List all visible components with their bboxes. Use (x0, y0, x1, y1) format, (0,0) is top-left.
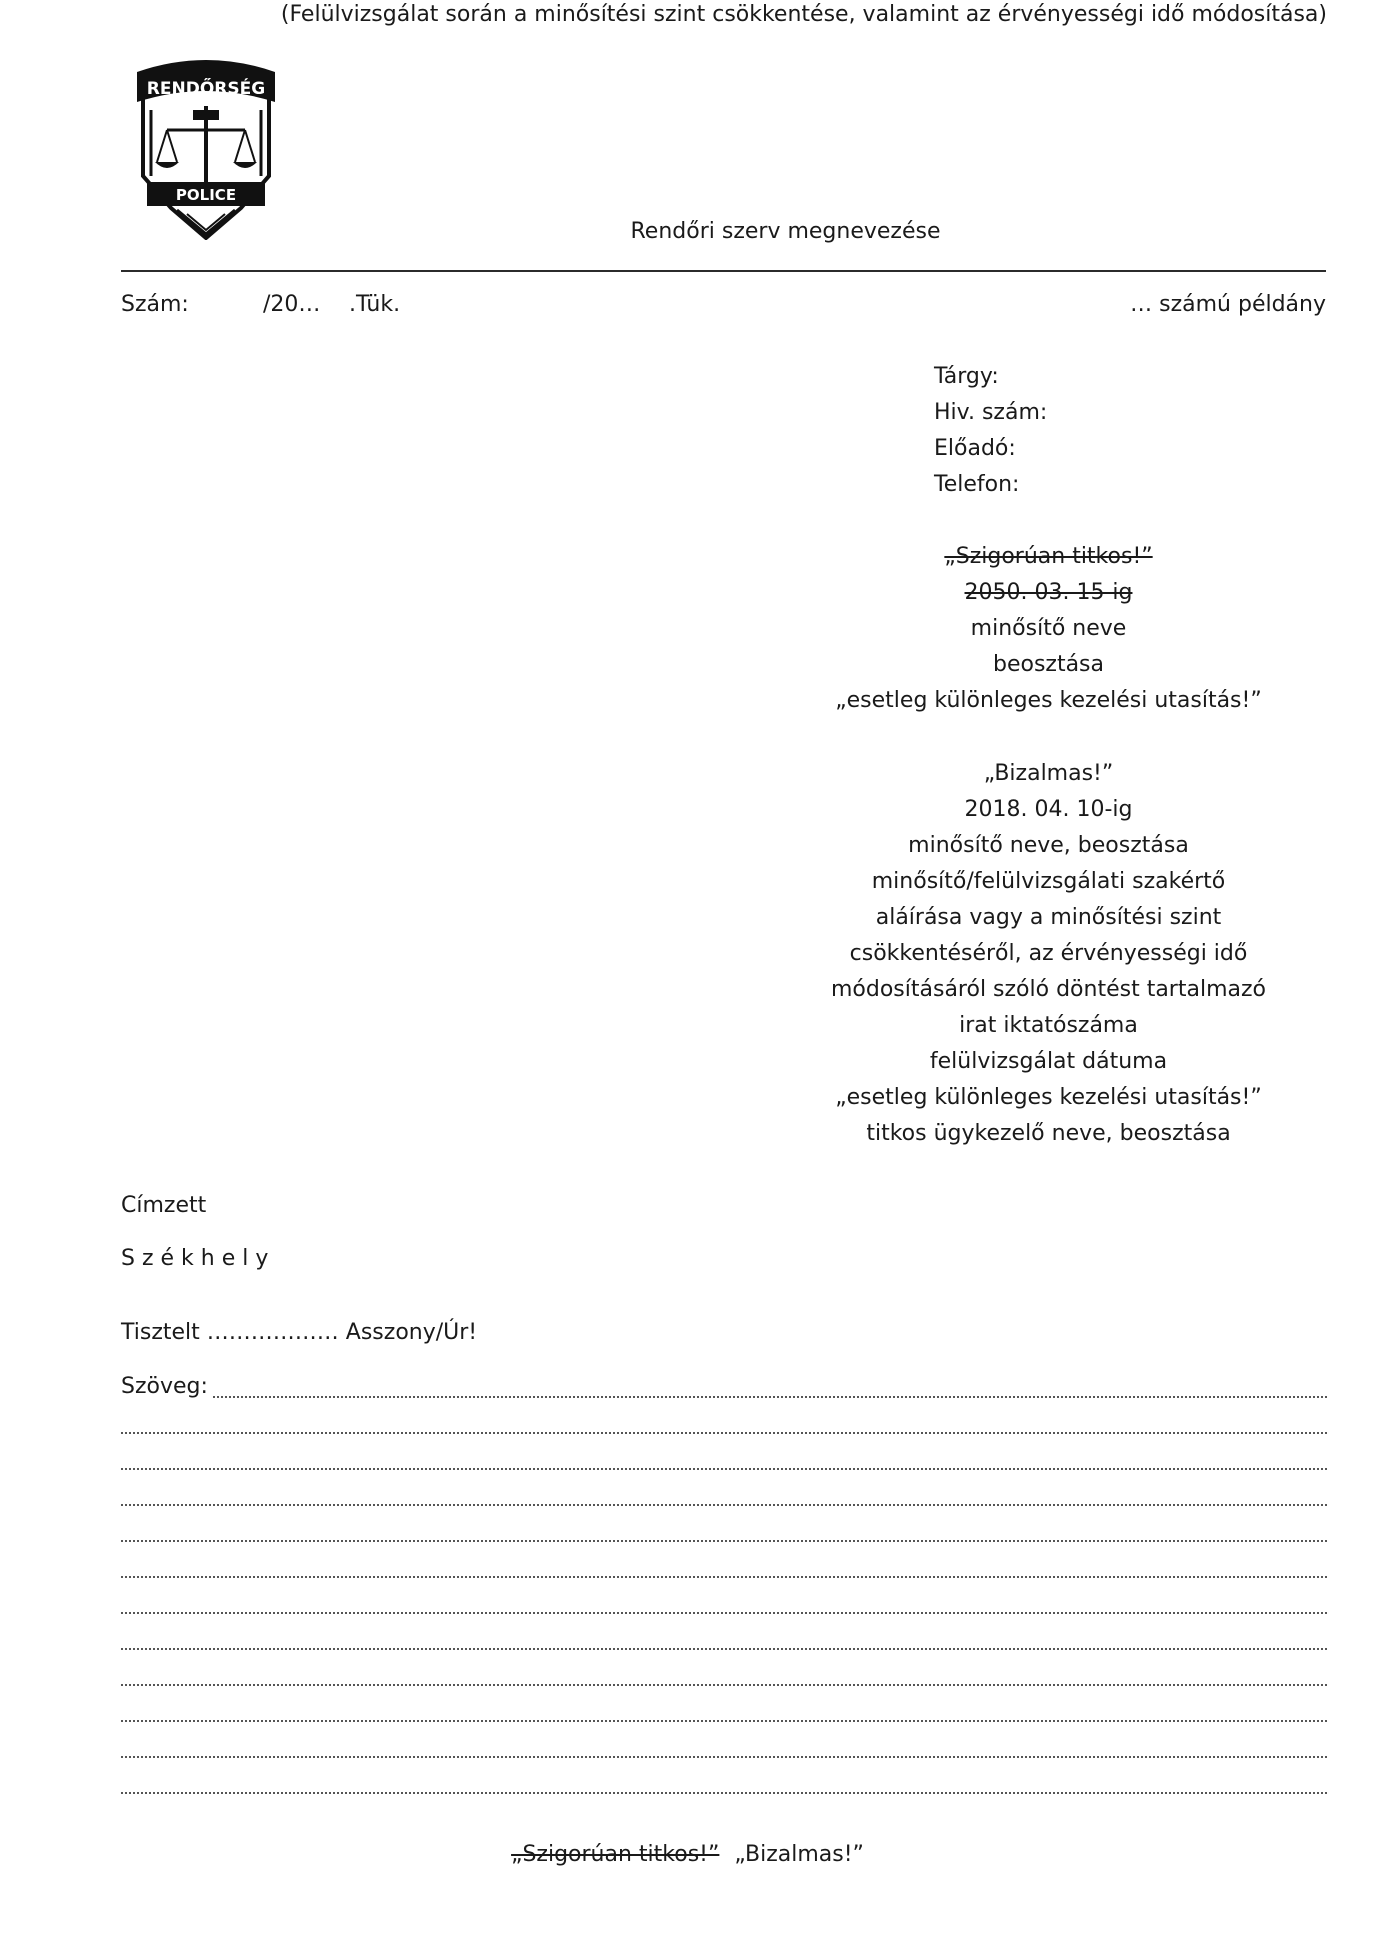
body-line (121, 1720, 1327, 1722)
new-classification-line: módosításáról szóló döntést tartalmazó (830, 977, 1266, 1002)
body-line (121, 1648, 1327, 1650)
body-line (121, 1576, 1327, 1578)
police-badge-icon (133, 58, 279, 240)
phone-label: Telefon: (934, 472, 1020, 497)
body-line (121, 1432, 1327, 1434)
body-line (121, 1684, 1327, 1686)
salutation (121, 1320, 477, 1345)
new-classification-level: „Bizalmas!” (983, 761, 1114, 786)
new-special-handling: „esetleg különleges kezelési utasítás!” (835, 1085, 1262, 1110)
new-validity-date: 2018. 04. 10-ig (964, 797, 1133, 822)
number-year: /20… (263, 292, 321, 317)
new-classification-line: minősítő/felülvizsgálati szakértő (871, 869, 1226, 894)
recipient-seat: Székhely (121, 1246, 276, 1271)
body-line (121, 1468, 1327, 1470)
header-divider (121, 270, 1326, 272)
salutation-prefix: Tisztelt (121, 1320, 200, 1345)
old-classification-level: „Szigorúan titkos!” (944, 544, 1153, 569)
footer-old-level: „Szigorúan titkos!” (511, 1842, 720, 1867)
footer-classification (0, 1842, 1375, 1867)
new-classification-line: csökkentéséről, az érvényességi idő (849, 941, 1248, 966)
body-line (121, 1756, 1327, 1758)
body-line (121, 1612, 1327, 1614)
new-classification-line: irat iktatószáma (959, 1013, 1138, 1038)
logo-bottom-text: POLICE (175, 186, 237, 204)
number-label: Szám: (121, 292, 189, 317)
subject-label: Tárgy: (934, 364, 999, 389)
salutation-suffix: Asszony/Úr! (345, 1320, 478, 1345)
footer-new-level: „Bizalmas!” (734, 1842, 864, 1867)
body-line (121, 1792, 1327, 1794)
old-classifier-name: minősítő neve (970, 616, 1127, 641)
copy-number: … számú példány (1130, 292, 1326, 317)
old-classifier-position: beosztása (992, 652, 1105, 677)
salutation-dots: ……………… (206, 1320, 339, 1345)
body-line (121, 1396, 1327, 1398)
org-name: Rendőri szerv megnevezése (630, 219, 941, 244)
body-label: Szöveg: (121, 1374, 212, 1399)
logo-top-text: RENDŐRSÉG (146, 79, 266, 99)
new-classification-line: minősítő neve, beosztása (908, 833, 1189, 858)
recipient-name: Címzett (121, 1193, 207, 1218)
new-classification-line: felülvizsgálat dátuma (929, 1049, 1168, 1074)
header-note: (Felülvizsgálat során a minősítési szint csökkentése, valamint az érvényességi idő módosítása) (280, 2, 1327, 27)
old-validity-date: 2050. 03. 15-ig (964, 580, 1133, 605)
body-line (121, 1504, 1327, 1506)
old-special-handling: „esetleg különleges kezelési utasítás!” (835, 688, 1262, 713)
reference-number-label: Hiv. szám: (934, 400, 1048, 425)
new-classification-line: aláírása vagy a minősítési szint (875, 905, 1222, 930)
body-line (121, 1540, 1327, 1542)
records-clerk: titkos ügykezelő neve, beosztása (866, 1121, 1231, 1146)
officer-label: Előadó: (934, 436, 1016, 461)
number-suffix: .Tük. (349, 292, 401, 317)
